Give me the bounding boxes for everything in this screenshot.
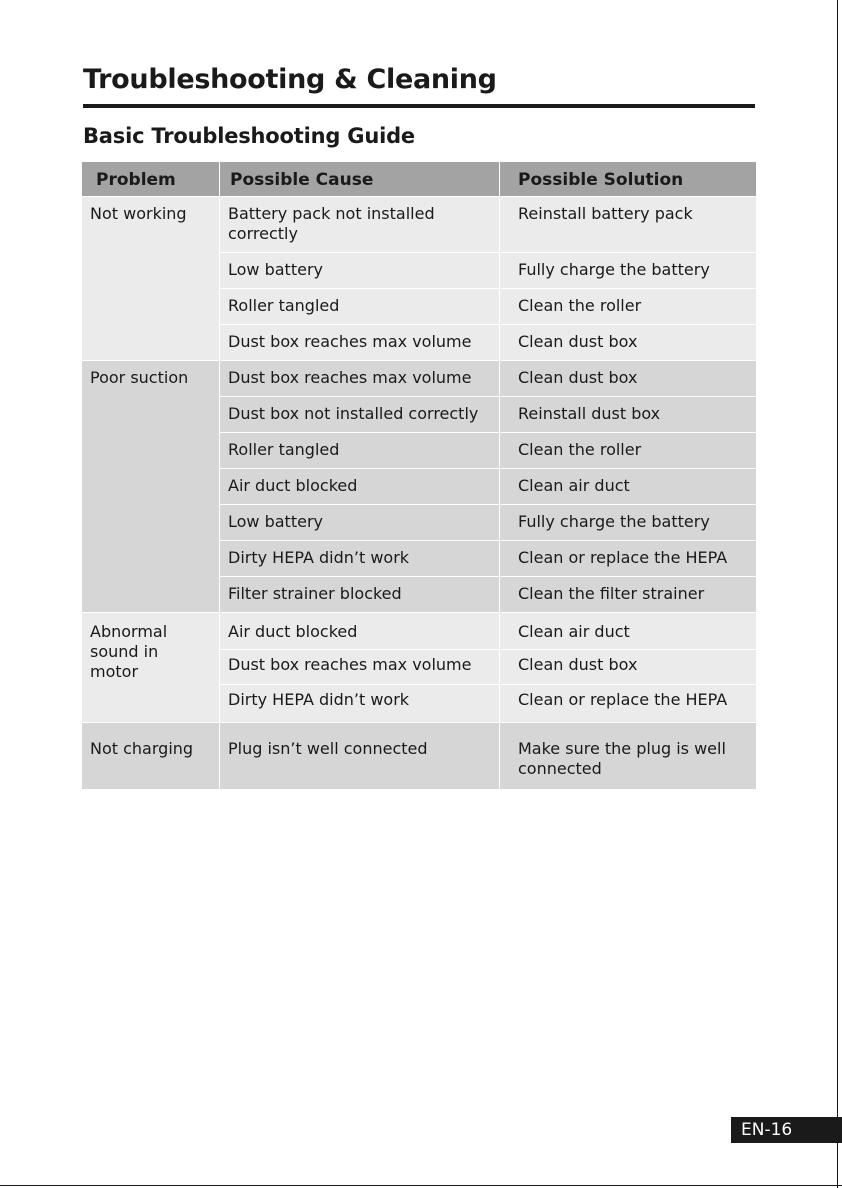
solution-cell: Fully charge the battery — [500, 505, 756, 540]
cause-cell: Dust box reaches max volume — [220, 325, 499, 360]
page-number-badge: EN-16 — [731, 1117, 842, 1143]
solution-cell: Clean dust box — [500, 361, 756, 396]
cause-cell: Battery pack not installed correctly — [220, 197, 499, 252]
cause-cell: Roller tangled — [220, 433, 499, 468]
title-divider — [83, 104, 755, 108]
cause-cell: Dirty HEPA didn’t work — [220, 685, 499, 722]
solution-cell: Clean the roller — [500, 433, 756, 468]
problem-cell: Abnormal sound in motor — [82, 613, 219, 722]
problem-cell: Poor suction — [82, 361, 219, 612]
header-possible-solution: Possible Solution — [500, 162, 756, 196]
cause-cell: Dust box reaches max volume — [220, 650, 499, 684]
solution-cell: Clean the roller — [500, 289, 756, 324]
cause-cell: Dust box reaches max volume — [220, 361, 499, 396]
solution-cell: Clean the filter strainer — [500, 577, 756, 612]
solution-cell: Clean air duct — [500, 613, 756, 649]
cause-cell: Air duct blocked — [220, 469, 499, 504]
page-right-border — [837, 0, 838, 1188]
solution-cell: Make sure the plug is well connected — [500, 723, 756, 789]
solution-cell: Fully charge the battery — [500, 253, 756, 288]
page-title: Troubleshooting & Cleaning — [83, 64, 497, 95]
solution-cell: Clean dust box — [500, 325, 756, 360]
cause-cell: Dirty HEPA didn’t work — [220, 541, 499, 576]
cause-cell: Low battery — [220, 253, 499, 288]
solution-cell: Clean dust box — [500, 650, 756, 684]
solution-cell: Clean or replace the HEPA — [500, 541, 756, 576]
solution-cell: Clean air duct — [500, 469, 756, 504]
problem-cell: Not charging — [82, 723, 219, 789]
header-possible-cause: Possible Cause — [220, 162, 499, 196]
problem-cell: Not working — [82, 197, 219, 360]
cause-cell: Dust box not installed correctly — [220, 397, 499, 432]
solution-cell: Reinstall dust box — [500, 397, 756, 432]
solution-cell: Reinstall battery pack — [500, 197, 756, 252]
header-problem: Problem — [82, 162, 219, 196]
cause-cell: Roller tangled — [220, 289, 499, 324]
page-bottom-border — [0, 1185, 842, 1186]
section-title: Basic Troubleshooting Guide — [83, 124, 415, 148]
cause-cell: Air duct blocked — [220, 613, 499, 649]
cause-cell: Filter strainer blocked — [220, 577, 499, 612]
troubleshooting-table — [82, 162, 756, 789]
solution-cell: Clean or replace the HEPA — [500, 685, 756, 722]
cause-cell: Plug isn’t well connected — [220, 723, 499, 789]
cause-cell: Low battery — [220, 505, 499, 540]
